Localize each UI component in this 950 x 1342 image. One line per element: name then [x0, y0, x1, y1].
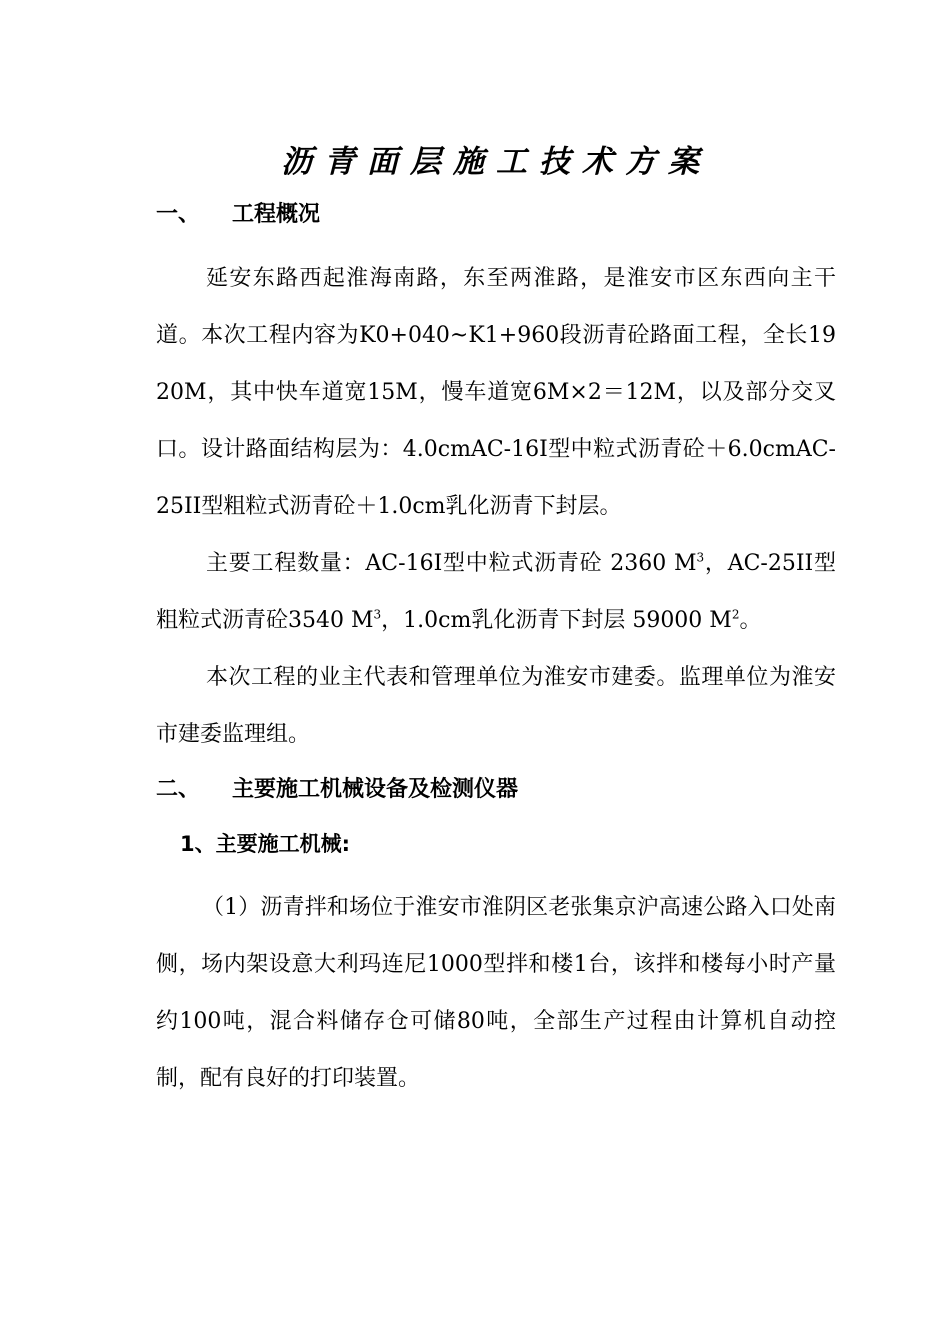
section-number-2: 二、 [156, 777, 201, 802]
document-title: 沥青面层施工技术方案 [281, 144, 711, 180]
quantities-mid-1: ，AC-25II型粗粒式沥青砼3540 M [156, 551, 837, 633]
section-title-1: 工程概况 [232, 202, 321, 227]
project-overview-paragraph: 延安东路西起淮海南路，东至两淮路，是淮安市区东西向主干道。本次工程内容为K0+040~K1+960段沥青砼路面工程，全长1920M，其中快车道宽15M，慢车道宽6M×2＝12M，以及部分交叉口。设计路面结构层为：4.0cmAC-16I型中粒式沥青砼＋6.0cmAC-25II型粗粒式沥青砼＋1.0cm乳化沥青下封层。 [156, 266, 836, 519]
superscript-cubic-1: 3 [696, 550, 705, 565]
section-heading-1 [156, 200, 836, 230]
section-title-2: 主要施工机械设备及检测仪器 [232, 777, 519, 802]
asphalt-plant-paragraph: （1）沥青拌和场位于淮安市淮阴区老张集京沪高速公路入口处南侧，场内架设意大利玛连尼1000型拌和楼1台，该拌和楼每小时产量约100吨，混合料储存仓可储80吨，全部生产过程由计算机自动控制，配有良好的打印装置。 [156, 895, 836, 1091]
section-heading-2 [156, 775, 836, 805]
quantities-mid-2: ，1.0cm乳化沥青下封层 59000 M [381, 608, 732, 633]
document-body [156, 140, 836, 1107]
quantities-lead: 主要工程数量：AC-16I型中粒式沥青砼 2360 M [206, 551, 697, 576]
quantities-end: 。 [739, 608, 762, 633]
superscript-square: 2 [731, 607, 740, 622]
quantities-paragraph [156, 535, 836, 649]
section-number-1: 一、 [156, 202, 201, 227]
owner-supervision-paragraph: 本次工程的业主代表和管理单位为淮安市建委。监理单位为淮安市建委监理组。 [156, 665, 836, 747]
subsection-heading-machinery: 1、主要施工机械: [180, 832, 351, 856]
superscript-cubic-2: 3 [373, 607, 382, 622]
